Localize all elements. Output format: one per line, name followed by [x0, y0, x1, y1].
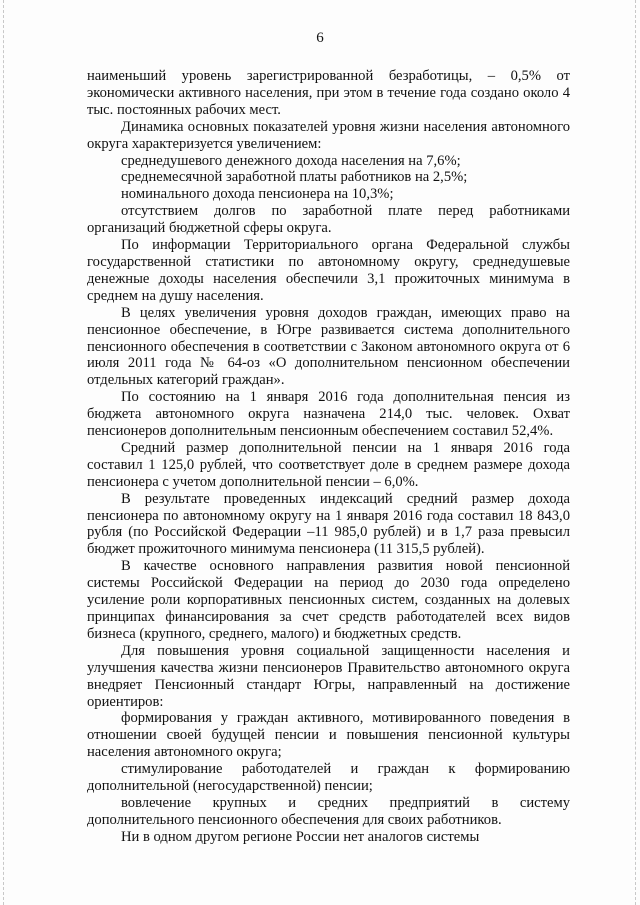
scan-edge-left	[3, 0, 4, 905]
scan-edge-right	[635, 0, 636, 905]
paragraph-living-standard-dynamics: Динамика основных показателей уровня жизни населения автономного округа характеризуется увеличением:	[87, 118, 570, 152]
list-item-wages: среднемесячной заработной платы работников на 2,5%;	[121, 169, 468, 186]
paragraph-additional-pension-count: По состоянию на 1 января 2016 года дополнительная пенсия из бюджета автономного округа назначена 214,0 тыс. человек. Охват пенсионеров дополнительным пенсионным обеспечением составил 52,4%.	[87, 389, 570, 440]
paragraph-average-additional-pension: Средний размер дополнительной пенсии на 1 января 2016 года составил 1 125,0 рублей, что соответствует доле в среднем размере дохода пенсионера с учетом дополнительной пенсии – 6,0%.	[87, 439, 570, 490]
paragraph-pension-system: В целях увеличения уровня доходов граждан, имеющих право на пенсионное обеспечение, в Югре развивается система дополнительного пенсионного обеспечения в соответствии с Законом автономного округа от 6 июля 2011 года № 64-оз «О дополнительном пенсионном обеспечении отдельных категорий граждан».	[87, 304, 570, 389]
list-item-active-behaviour: формирования у граждан активного, мотивированного поведения в отношении своей будущей пенсии и повышения пенсионной культуры населения автономного округа;	[87, 710, 570, 761]
paragraph-statistics: По информации Территориального органа Федеральной службы государственной статистики по автономному округу, среднедушевые денежные доходы населения обеспечили 3,1 прожиточных минимума в среднем на душу населения.	[87, 237, 570, 304]
list-item-enterprise-involvement: вовлечение крупных и средних предприятий в систему дополнительного пенсионного обеспечения для своих работников.	[87, 794, 570, 828]
list-item-employer-stimulation: стимулирование работодателей и граждан к формированию дополнительной (негосударственной) пенсии;	[87, 761, 570, 795]
list-item-no-wage-debts: отсутствием долгов по заработной плате перед работниками организаций бюджетной сферы округа.	[87, 203, 570, 237]
page-number: 6	[316, 30, 324, 46]
paragraph-pension-standard: Для повышения уровня социальной защищенности населения и улучшения качества жизни пенсионеров Правительство автономного округа внедряет Пенсионный стандарт Югры, направленный на достижение ориентиров:	[87, 642, 570, 710]
paragraph-unemployment: наименьший уровень зарегистрированной безработицы, – 0,5% от экономически активного населения, при этом в течение года создано около 4 тыс. постоянных рабочих мест.	[87, 68, 570, 118]
paragraph-corporate-pension: В качестве основного направления развития новой пенсионной системы Российской Федерации на период до 2030 года определено усиление роли корпоративных пенсионных систем, созданных на долевых принципах финансирования за счет средств работодателей всех видов бизнеса (крупного, среднего, малого) и бюджетных средств.	[87, 558, 570, 642]
paragraph-no-analogues: Ни в одном другом регионе России нет аналогов системы	[121, 828, 480, 845]
paragraph-indexation: В результате проведенных индексаций средний размер дохода пенсионера по автономному округу на 1 января 2016 года составил 18 843,0 рубля (по Российской Федерации –11 985,0 рублей) и в 1,7 раза превысил бюджет прожиточного минимума пенсионера (11 315,5 рублей).	[87, 490, 570, 558]
list-item-pension-income: номинального дохода пенсионера на 10,3%;	[121, 186, 394, 203]
list-item-income: среднедушевого денежного дохода населения на 7,6%;	[121, 152, 461, 169]
document-body	[87, 68, 570, 846]
